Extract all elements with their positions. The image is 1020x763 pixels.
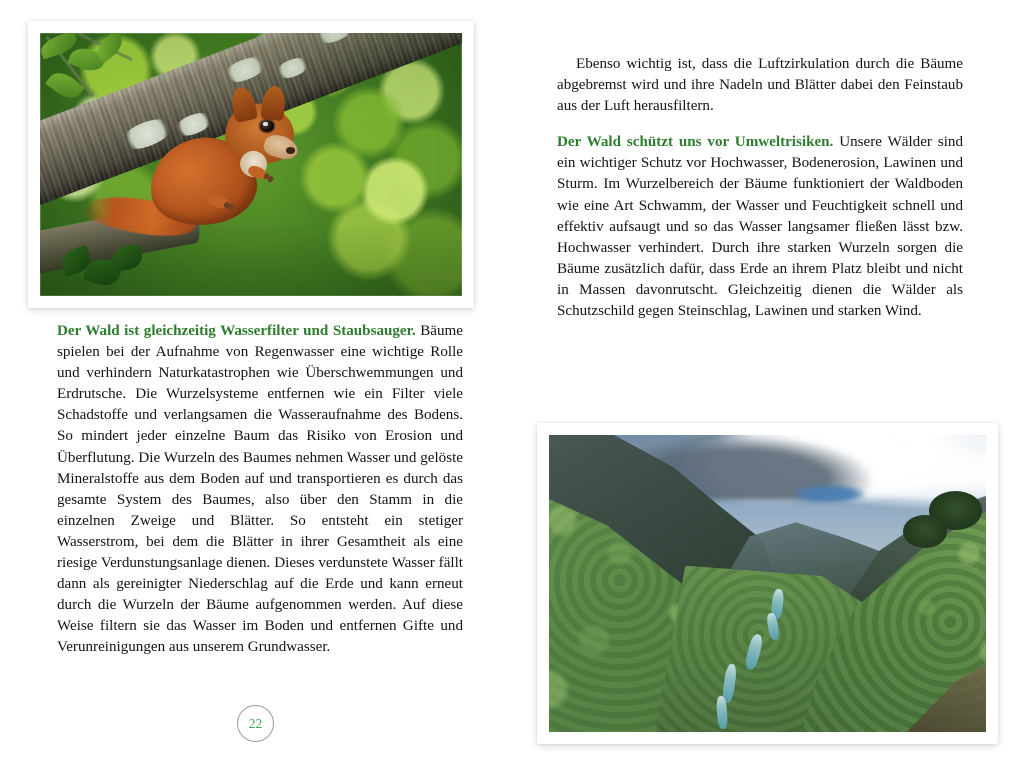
blue-sky-gap <box>794 485 864 503</box>
valley-photo-frame <box>537 423 998 744</box>
paragraph-body: Bäume spielen bei der Aufnahme von Regenwasser eine wichtige Rolle und verhindern Naturkatastrophen wie Überschwemmungen und Erdrutsche. Die Wurzelsysteme entfernen wie ein Filter viele Schadstoffe und verlangsamen die Wasseraufnahme des Bodens. So mindert jeder einzelne Baum das Risiko von Erosion und Überflutung. Die Wurzeln des Baumes nehmen Wasser und gelöste Mineralstoffe aus dem Boden auf und transportieren es durch das gesamte System des Baumes, also über den Stamm in die einzelnen Zweige und Blätter. So entsteht ein stetiger Wasserstrom, bei dem die Blätter in ihrer Gesamtheit als eine riesige Verdunstungsanlage dienen. Dieses verdunstete Wasser fällt dann als gereinigter Niederschlag auf die Erde und kann erneut durch die Wurzeln der Bäume aufgenommen werden. Auf diese Weise filtern sie das Wasser im Boden und entfernen Gifte und Verunreinigungen aus unserem Grundwasser. <box>57 323 463 656</box>
page-number-badge <box>237 705 274 742</box>
valley-photo <box>549 435 986 732</box>
paragraph-body: Unsere Wälder sind ein wichtiger Schutz vor Hochwasser, Bodenerosion, Lawinen und Sturm. Im Wurzelbereich der Bäume funktioniert der Waldboden wie eine Art Schwamm, der Wasser und Feuchtigkeit schnell und effektiv aufsaugt und so das Wasser langsamer fließen lässt bzw. Hochwasser verhindert. Durch ihre starken Wurzeln sorgen die Bäume zusätzlich dafür, dass Erde an ihrem Platz bleibt und nicht in Massen davonrutscht. Gleichzeitig dienen die Wälder als Schutzschild gegen Steinschlag, Lawinen und starken Wind. <box>557 134 963 320</box>
valley-scene <box>549 435 986 732</box>
paragraph <box>557 132 963 322</box>
paragraph-lead-in: Der Wald ist gleichzeitig Wasserfilter und Staubsauger. <box>57 323 416 339</box>
paragraph <box>57 321 463 659</box>
paragraph-body: Ebenso wichtig ist, dass die Luftzirkulation durch die Bäume abgebremst wird und ihre Nadeln und Blätter dabei den Feinstaub aus der Luft herausfiltern. <box>557 56 963 115</box>
text-column-left <box>57 321 463 659</box>
squirrel-photo-frame <box>28 21 474 308</box>
paragraph-lead-in: Der Wald schützt uns vor Umweltrisiken. <box>557 134 834 151</box>
foreground-tree <box>903 515 947 548</box>
paragraph <box>557 54 963 117</box>
squirrel-photo <box>40 33 462 296</box>
text-column-right <box>557 54 963 322</box>
page-number-label: 22 <box>248 715 263 731</box>
